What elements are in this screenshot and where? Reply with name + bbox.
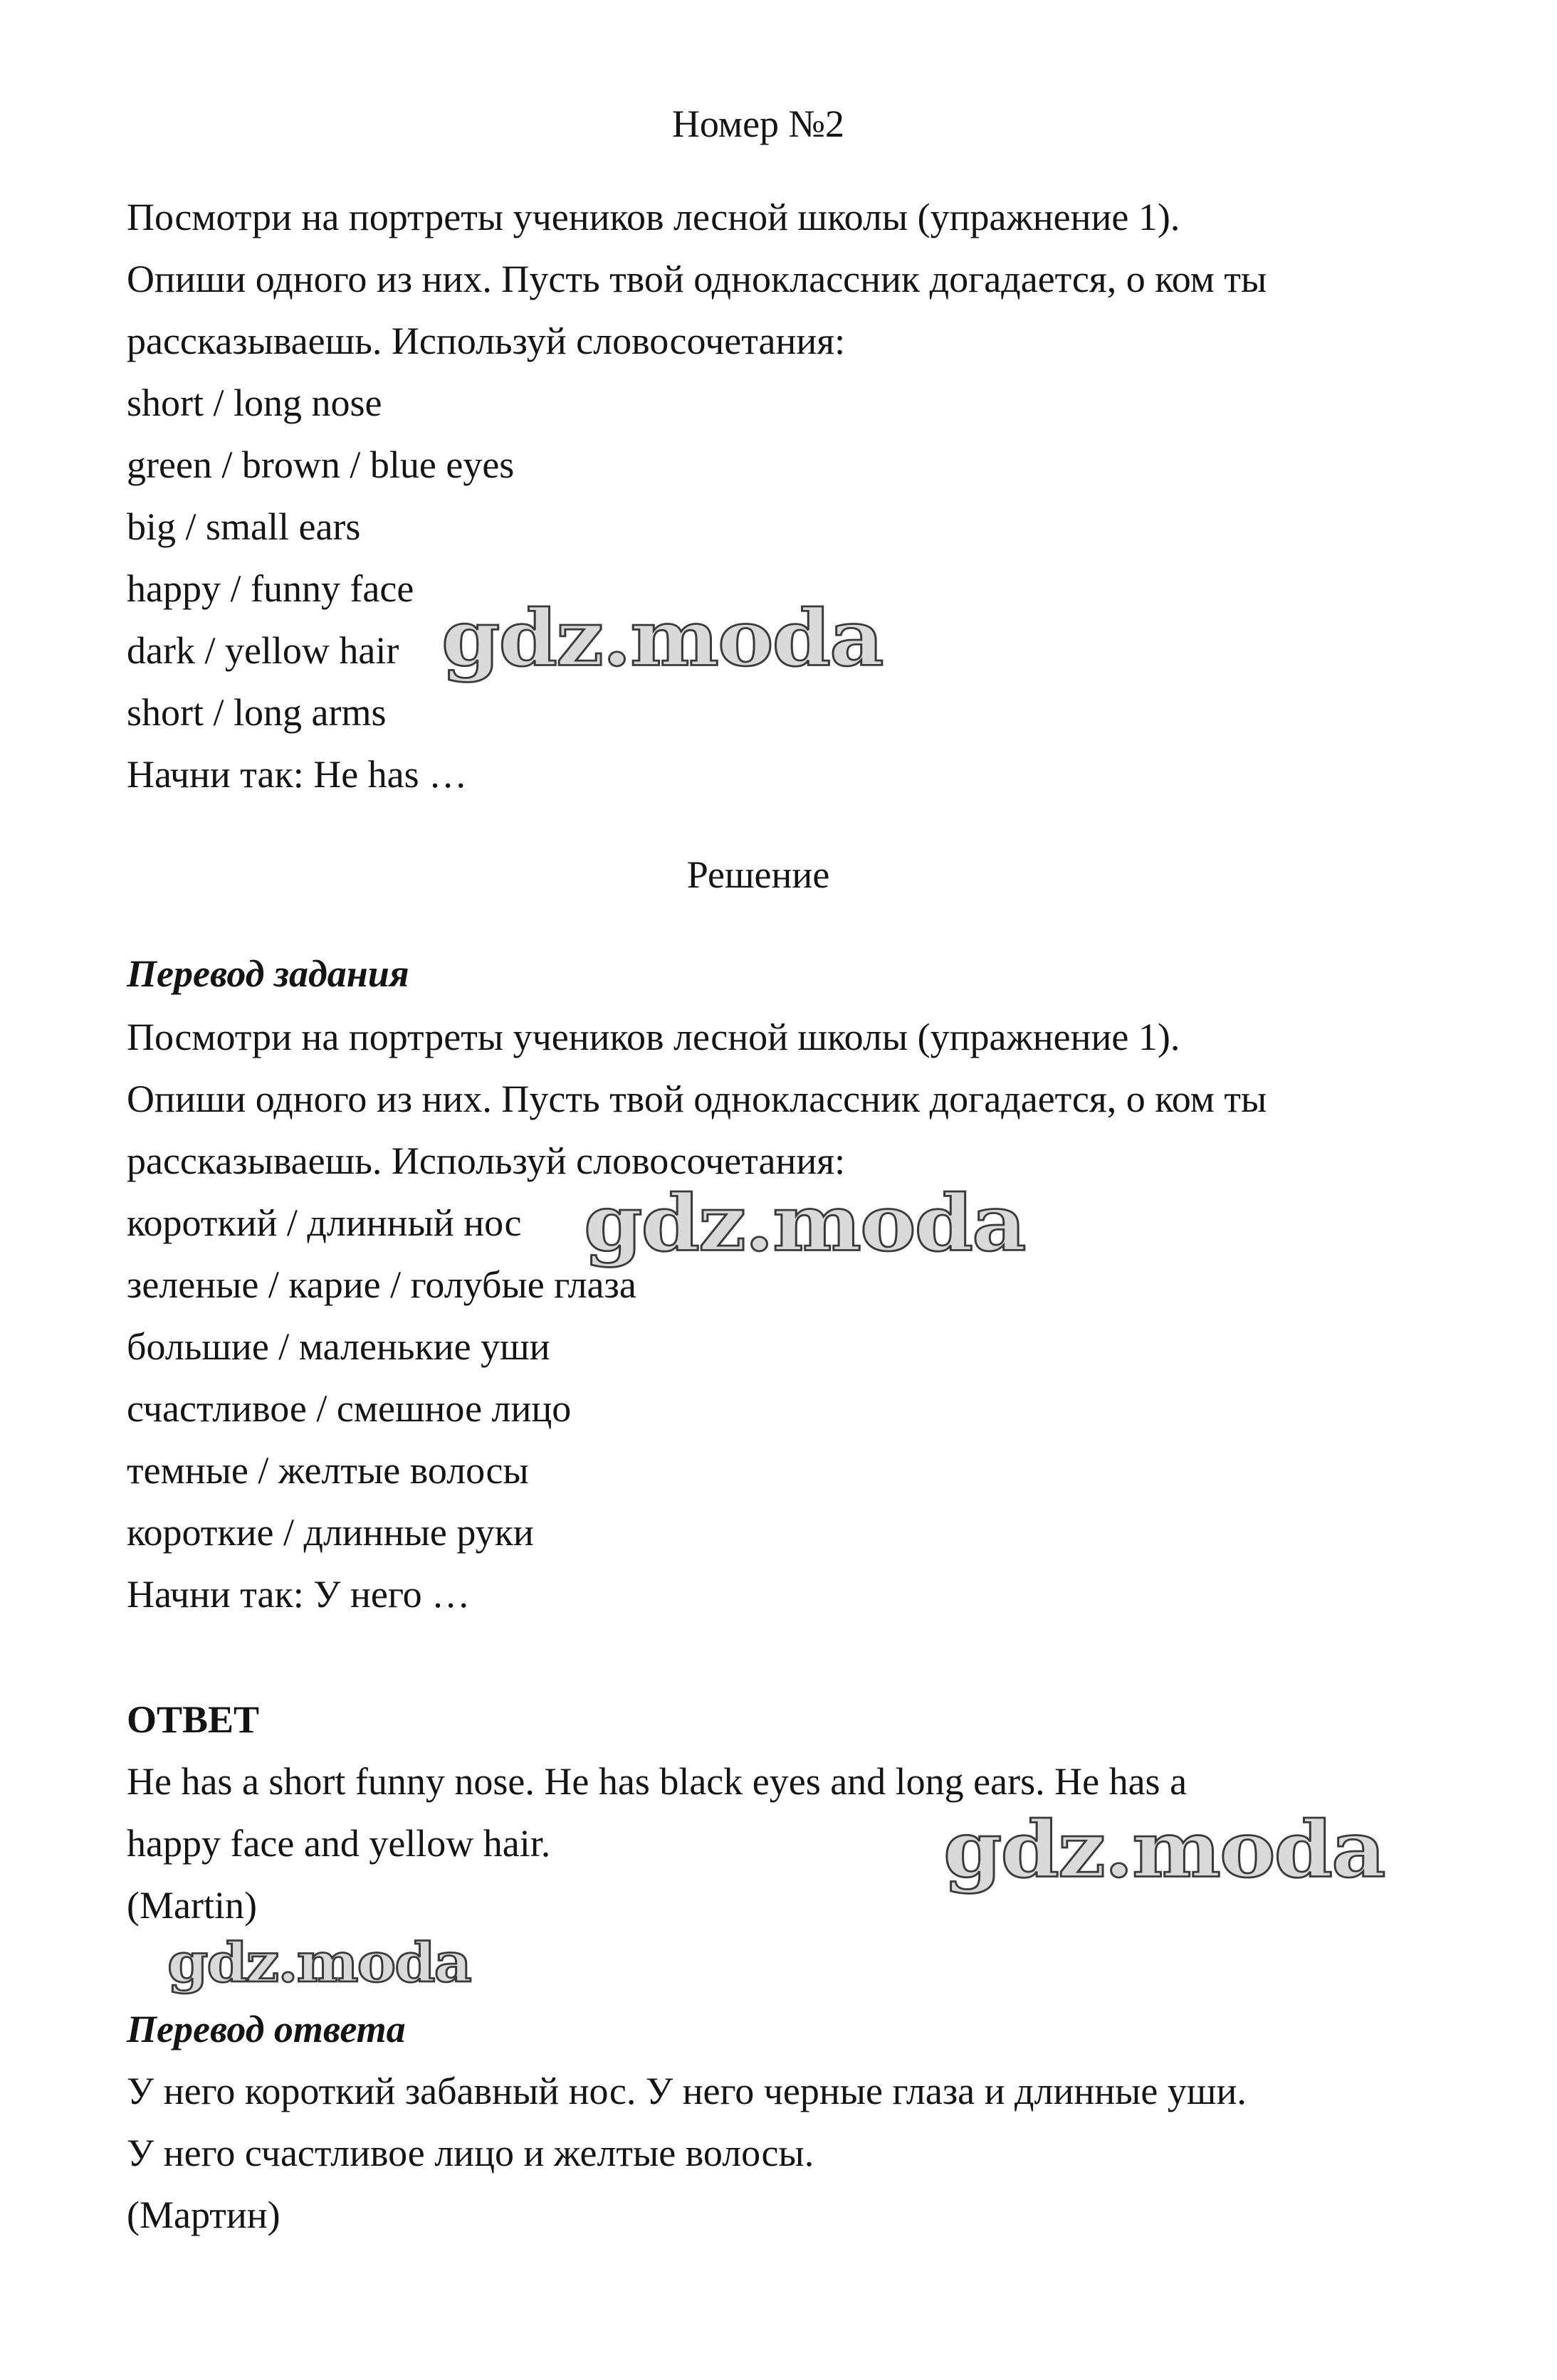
translation-start-hint: Начни так: У него … (127, 1573, 471, 1616)
answer-translation-line: У него короткий забавный нос. У него черные глаза и длинные уши. (127, 2070, 1247, 2112)
watermark-logo: gdz.moda (441, 592, 883, 684)
translation-line: рассказываешь. Используй словосочетания: (127, 1139, 846, 1182)
task-phrase: short / long nose (127, 381, 382, 424)
watermark-logo: gdz.moda (584, 1177, 1025, 1269)
answer-line: happy face and yellow hair. (127, 1822, 551, 1865)
solution-heading: Решение (686, 853, 830, 896)
task-phrase: big / small ears (127, 505, 361, 548)
translation-phrase: зеленые / карие / голубые глаза (127, 1263, 636, 1306)
translation-line: Посмотри на портреты учеников лесной школы (упражнение 1). (127, 1016, 1180, 1058)
answer-heading: ОТВЕТ (127, 1698, 260, 1741)
task-line: Посмотри на портреты учеников лесной школы (упражнение 1). (127, 196, 1180, 238)
answer-translation-heading: Перевод ответа (127, 2008, 406, 2050)
task-phrase: happy / funny face (127, 567, 414, 610)
watermark-logo: gdz.moda (943, 1804, 1385, 1895)
translation-phrase: короткий / длинный нос (127, 1201, 522, 1244)
answer-line: He has a short funny nose. He has black eyes and long ears. He has a (127, 1760, 1188, 1803)
translation-phrase: большие / маленькие уши (127, 1325, 550, 1368)
translation-phrase: короткие / длинные руки (127, 1511, 534, 1554)
page-title: Номер №2 (671, 102, 845, 145)
answer-translation-line: У него счастливое лицо и желтые волосы. (127, 2132, 814, 2174)
translation-phrase: счастливое / смешное лицо (127, 1387, 572, 1430)
task-phrase: green / brown / blue eyes (127, 443, 515, 486)
task-line: Опиши одного из них. Пусть твой одноклассник догадается, о ком ты (127, 258, 1267, 300)
translation-line: Опиши одного из них. Пусть твой одноклассник догадается, о ком ты (127, 1078, 1267, 1120)
answer-author: (Martin) (127, 1884, 257, 1927)
answer-translation-author: (Мартин) (127, 2194, 281, 2236)
task-phrase: dark / yellow hair (127, 629, 399, 672)
translation-heading: Перевод задания (127, 952, 409, 995)
task-line: рассказываешь. Используй словосочетания: (127, 320, 846, 362)
translation-phrase: темные / желтые волосы (127, 1449, 529, 1492)
watermark-logo: gdz.moda (167, 1931, 471, 1995)
task-phrase: short / long arms (127, 691, 387, 734)
task-start-hint: Начни так: He has … (127, 753, 468, 796)
